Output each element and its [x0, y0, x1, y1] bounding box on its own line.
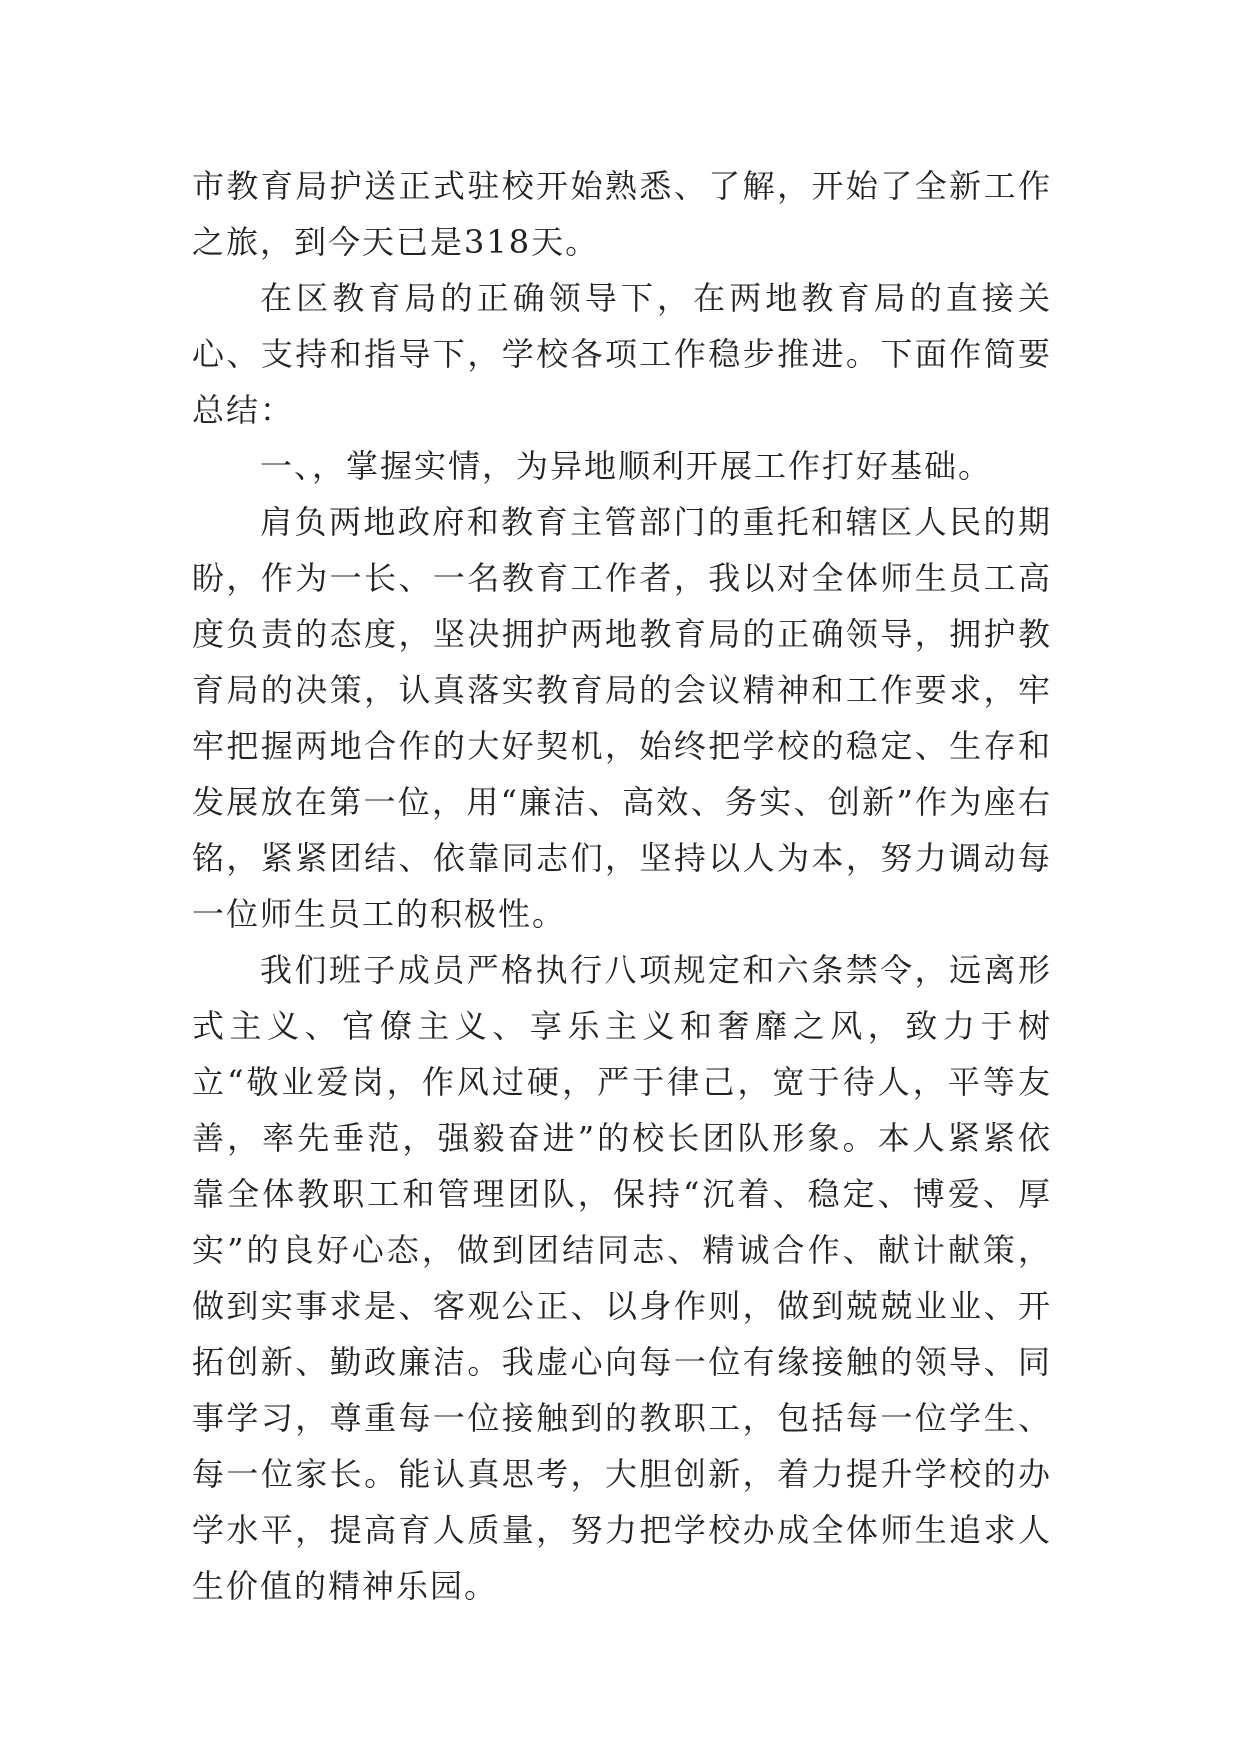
paragraph-3: 肩负两地政府和教育主管部门的重托和辖区人民的期盼，作为一长、一名教育工作者，我以对全体师生员工高度负责的态度，坚决拥护两地教育局的正确领导，拥护教育局的决策，认真落实教育局的会议精神和工作要求，牢牢把握两地合作的大好契机，始终把学校的稳定、生存和发展放在第一位，用“廉洁、高效、务实、创新”作为座右铭，紧紧团结、依靠同志们，坚持以人为本，努力调动每一位师生员工的积极性。: [192, 503, 1052, 933]
paragraph-2: 在区教育局的正确领导下，在两地教育局的直接关心、支持和指导下，学校各项工作稳步推进。下面作简要总结：: [192, 279, 1052, 429]
paragraph-1: 市教育局护送正式驻校开始熟悉、了解，开始了全新工作之旅，到今天已是318天。: [192, 167, 1052, 261]
section-heading-1: 一、，掌握实情，为异地顺利开展工作打好基础。: [260, 447, 993, 485]
paragraph-4: 我们班子成员严格执行八项规定和六条禁令，远离形式主义、官僚主义、享乐主义和奢靡之风，致力于树立“敬业爱岗，作风过硬，严于律己，宽于待人，平等友善，率先垂范，强毅奋进”的校长团队形象。本人紧紧依靠全体教职工和管理团队，保持“沉着、稳定、博爱、厚实”的良好心态，做到团结同志、精诚合作、献计献策，做到实事求是、客观公正、以身作则，做到兢兢业业、开拓创新、勤政廉洁。我虚心向每一位有缘接触的领导、同事学习，尊重每一位接触到的教职工，包括每一位学生、每一位家长。能认真思考，大胆创新，着力提升学校的办学水平，提高育人质量，努力把学校办成全体师生追求人生价值的精神乐园。: [192, 951, 1052, 1605]
document-body: [192, 158, 1052, 1614]
